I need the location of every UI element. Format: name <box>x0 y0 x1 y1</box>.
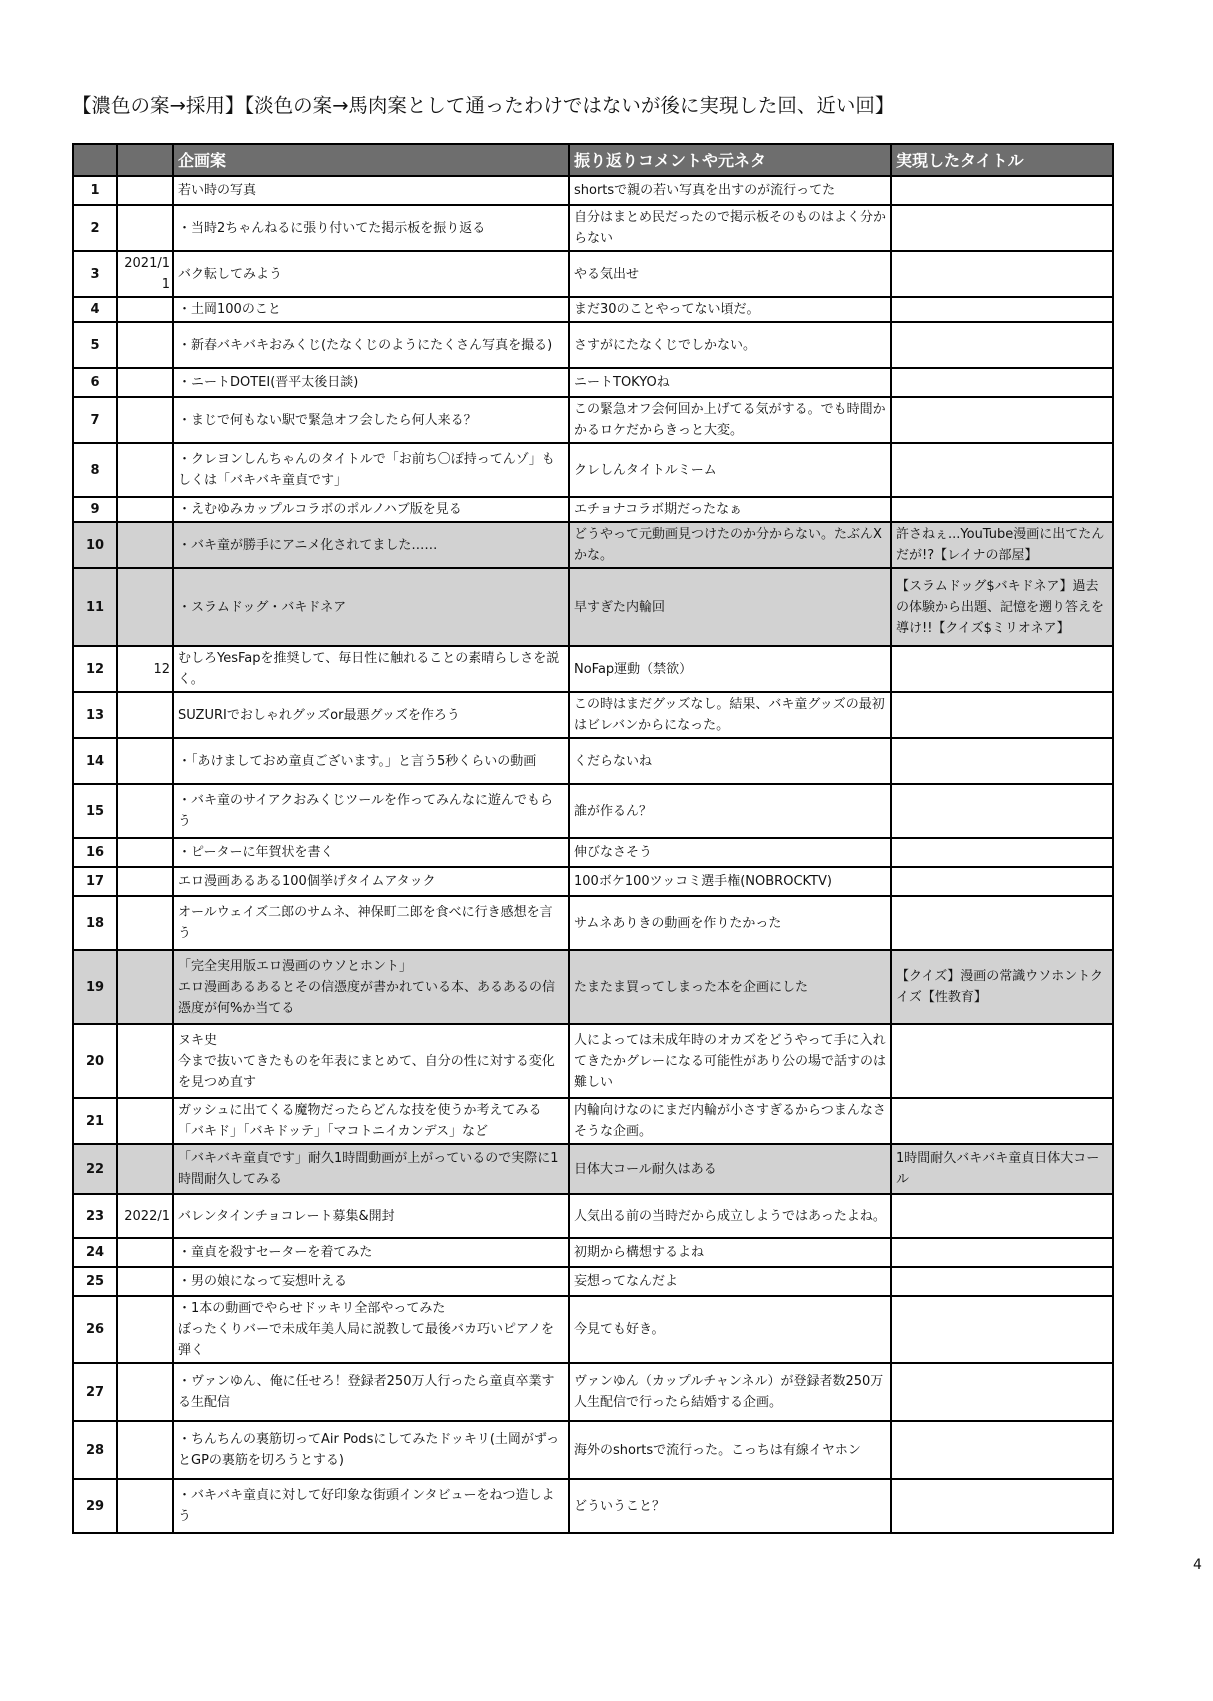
row-number: 14 <box>73 738 117 784</box>
row-number: 18 <box>73 896 117 950</box>
row-comment: shortsで親の若い写真を出すのが流行ってた <box>569 176 891 205</box>
table-row <box>73 368 1113 397</box>
row-idea: ・ニートDOTEI(晋平太後日談) <box>173 368 569 397</box>
table-row <box>73 896 1113 950</box>
row-comment: 100ボケ100ツッコミ選手権(NOBROCKTV) <box>569 867 891 896</box>
row-idea: 若い時の写真 <box>173 176 569 205</box>
row-comment: 人気出る前の当時だから成立しようではあったよね。 <box>569 1194 891 1238</box>
row-title <box>891 1296 1113 1363</box>
row-number: 9 <box>73 497 117 522</box>
row-title <box>891 838 1113 867</box>
row-idea: ・クレヨンしんちゃんのタイトルで「お前ち〇ぽ持ってんゾ」もしくは「バキバキ童貞です」 <box>173 443 569 497</box>
row-date <box>117 838 173 867</box>
row-number: 5 <box>73 322 117 368</box>
table-row <box>73 646 1113 692</box>
row-title <box>891 867 1113 896</box>
row-date <box>117 368 173 397</box>
row-idea: バレンタインチョコレート募集&開封 <box>173 1194 569 1238</box>
table-row <box>73 1024 1113 1098</box>
row-number: 2 <box>73 205 117 251</box>
row-comment: この緊急オフ会何回か上げてる気がする。でも時間かかるロケだからきっと大変。 <box>569 397 891 443</box>
row-date <box>117 950 173 1024</box>
row-date <box>117 1098 173 1144</box>
row-title <box>891 1098 1113 1144</box>
row-date <box>117 397 173 443</box>
row-number: 16 <box>73 838 117 867</box>
row-comment: 内輪向けなのにまだ内輪が小さすぎるからつまんなさそうな企画。 <box>569 1098 891 1144</box>
row-comment: ニートTOKYOね <box>569 368 891 397</box>
row-number: 24 <box>73 1238 117 1267</box>
row-number: 22 <box>73 1144 117 1194</box>
row-idea: ・童貞を殺すセーターを着てみた <box>173 1238 569 1267</box>
row-idea: SUZURIでおしゃれグッズor最悪グッズを作ろう <box>173 692 569 738</box>
row-comment: 伸びなさそう <box>569 838 891 867</box>
table-row <box>73 497 1113 522</box>
row-date <box>117 1363 173 1421</box>
table-row <box>73 1144 1113 1194</box>
row-idea: むしろYesFapを推奨して、毎日性に触れることの素晴らしさを説く。 <box>173 646 569 692</box>
row-title: 【クイズ】漫画の常識ウソホントクイズ【性教育】 <box>891 950 1113 1024</box>
row-date <box>117 297 173 322</box>
row-comment: さすがにたなくじでしかない。 <box>569 322 891 368</box>
row-date <box>117 1267 173 1296</box>
row-title <box>891 784 1113 838</box>
table-header-row <box>73 144 1113 176</box>
row-date <box>117 568 173 646</box>
row-title <box>891 1194 1113 1238</box>
row-title <box>891 1024 1113 1098</box>
row-date <box>117 443 173 497</box>
row-number: 3 <box>73 251 117 297</box>
row-title <box>891 322 1113 368</box>
row-comment: やる気出せ <box>569 251 891 297</box>
table-row <box>73 867 1113 896</box>
row-number: 28 <box>73 1421 117 1479</box>
row-title <box>891 1421 1113 1479</box>
table-row <box>73 1194 1113 1238</box>
row-title <box>891 1479 1113 1533</box>
row-title <box>891 176 1113 205</box>
row-date <box>117 784 173 838</box>
row-comment: この時はまだグッズなし。結果、バキ童グッズの最初はビレバンからになった。 <box>569 692 891 738</box>
row-number: 12 <box>73 646 117 692</box>
row-title <box>891 368 1113 397</box>
table-row <box>73 568 1113 646</box>
page-number: 4 <box>1193 1557 1202 1573</box>
plan-table <box>72 143 1114 1534</box>
row-date: 12 <box>117 646 173 692</box>
row-number: 1 <box>73 176 117 205</box>
table-row <box>73 1421 1113 1479</box>
row-date: 2022/1 <box>117 1194 173 1238</box>
header-no <box>73 144 117 176</box>
row-date <box>117 738 173 784</box>
row-idea: ・バキバキ童貞に対して好印象な街頭インタビューをねつ造しよう <box>173 1479 569 1533</box>
row-idea: ・バキ童が勝手にアニメ化されてました…… <box>173 522 569 568</box>
row-comment: 妄想ってなんだよ <box>569 1267 891 1296</box>
row-number: 6 <box>73 368 117 397</box>
row-comment: 初期から構想するよね <box>569 1238 891 1267</box>
row-comment: たまたま買ってしまった本を企画にした <box>569 950 891 1024</box>
row-idea: ガッシュに出てくる魔物だったらどんな技を使うか考えてみる「バキド」「バキドッテ」「マコトニイカンデス」など <box>173 1098 569 1144</box>
row-comment: エチョナコラボ期だったなぁ <box>569 497 891 522</box>
table-row <box>73 522 1113 568</box>
row-date <box>117 497 173 522</box>
row-date <box>117 322 173 368</box>
row-number: 7 <box>73 397 117 443</box>
row-idea: エロ漫画あるある100個挙げタイムアタック <box>173 867 569 896</box>
row-comment: NoFap運動（禁欲） <box>569 646 891 692</box>
row-idea: ・当時2ちゃんねるに張り付いてた掲示板を振り返る <box>173 205 569 251</box>
row-date <box>117 867 173 896</box>
row-idea: ・スラムドッグ・バキドネア <box>173 568 569 646</box>
row-idea: ・ちんちんの裏筋切ってAir Podsにしてみたドッキリ(土岡がずっとGPの裏筋を切ろうとする) <box>173 1421 569 1479</box>
header-date <box>117 144 173 176</box>
row-title: 【スラムドッグ$バキドネア】過去の体験から出題、記憶を遡り答えを導け!!【クイズ$ミリオネア】 <box>891 568 1113 646</box>
table-body <box>73 176 1113 1533</box>
row-number: 13 <box>73 692 117 738</box>
row-title <box>891 251 1113 297</box>
row-comment: 誰が作るん？ <box>569 784 891 838</box>
row-number: 25 <box>73 1267 117 1296</box>
row-title <box>891 397 1113 443</box>
row-comment: ヴァンゆん（カップルチャンネル）が登録者数250万人生配信で行ったら結婚する企画。 <box>569 1363 891 1421</box>
row-date <box>117 176 173 205</box>
row-comment: どうやって元動画見つけたのか分からない。たぶんXかな。 <box>569 522 891 568</box>
row-number: 21 <box>73 1098 117 1144</box>
row-title <box>891 1238 1113 1267</box>
row-number: 11 <box>73 568 117 646</box>
row-title <box>891 692 1113 738</box>
row-date <box>117 896 173 950</box>
row-title: 1時間耐久バキバキ童貞日体大コール <box>891 1144 1113 1194</box>
row-comment: 海外のshortsで流行った。こっちは有線イヤホン <box>569 1421 891 1479</box>
table-row <box>73 738 1113 784</box>
row-date <box>117 692 173 738</box>
row-idea: ・ピーターに年賀状を書く <box>173 838 569 867</box>
row-idea: ・男の娘になって妄想叶える <box>173 1267 569 1296</box>
row-idea: ・「あけましておめ童貞ございます。」と言う5秒くらいの動画 <box>173 738 569 784</box>
row-title <box>891 738 1113 784</box>
row-title <box>891 205 1113 251</box>
row-date <box>117 205 173 251</box>
row-idea: 「完全実用版エロ漫画のウソとホント」 エロ漫画あるあるとその信憑度が書かれている本、あるあるの信憑度が何%か当てる <box>173 950 569 1024</box>
row-title <box>891 1363 1113 1421</box>
row-comment: どういうこと？ <box>569 1479 891 1533</box>
table-row <box>73 322 1113 368</box>
table-row <box>73 397 1113 443</box>
row-number: 27 <box>73 1363 117 1421</box>
table-row <box>73 205 1113 251</box>
table-row <box>73 1098 1113 1144</box>
row-number: 4 <box>73 297 117 322</box>
row-date <box>117 1479 173 1533</box>
row-comment: クレしんタイトルミーム <box>569 443 891 497</box>
row-idea: バク転してみよう <box>173 251 569 297</box>
header-idea: 企画案 <box>173 144 569 176</box>
row-idea: ・土岡100のこと <box>173 297 569 322</box>
table-row <box>73 1363 1113 1421</box>
table-row <box>73 838 1113 867</box>
row-date <box>117 1421 173 1479</box>
header-comment: 振り返りコメントや元ネタ <box>569 144 891 176</box>
row-comment: 早すぎた内輪回 <box>569 568 891 646</box>
row-idea: 「バキバキ童貞です」耐久1時間動画が上がっているので実際に1時間耐久してみる <box>173 1144 569 1194</box>
table-row <box>73 1296 1113 1363</box>
row-comment: くだらないね <box>569 738 891 784</box>
row-date <box>117 522 173 568</box>
row-comment: 人によっては未成年時のオカズをどうやって手に入れてきたかグレーになる可能性があり公の場で話すのは難しい <box>569 1024 891 1098</box>
table-row <box>73 784 1113 838</box>
row-idea: ・まじで何もない駅で緊急オフ会したら何人来る？ <box>173 397 569 443</box>
row-date <box>117 1024 173 1098</box>
row-number: 8 <box>73 443 117 497</box>
table-row <box>73 251 1113 297</box>
row-idea: ヌキ史 今まで抜いてきたものを年表にまとめて、自分の性に対する変化を見つめ直す <box>173 1024 569 1098</box>
row-title <box>891 646 1113 692</box>
row-number: 10 <box>73 522 117 568</box>
table-row <box>73 1267 1113 1296</box>
row-idea: ・新春バキバキおみくじ(たなくじのようにたくさん写真を撮る) <box>173 322 569 368</box>
header-title: 実現したタイトル <box>891 144 1113 176</box>
row-idea: オールウェイズ二郎のサムネ、神保町二郎を食べに行き感想を言う <box>173 896 569 950</box>
row-title <box>891 443 1113 497</box>
row-number: 29 <box>73 1479 117 1533</box>
row-title <box>891 497 1113 522</box>
table-row <box>73 950 1113 1024</box>
row-comment: 今見ても好き。 <box>569 1296 891 1363</box>
row-date <box>117 1238 173 1267</box>
row-idea: ・バキ童のサイアクおみくじツールを作ってみんなに遊んでもらう <box>173 784 569 838</box>
row-idea: ・ヴァンゆん、俺に任せろ！登録者250万人行ったら童貞卒業する生配信 <box>173 1363 569 1421</box>
row-comment: まだ30のことやってない頃だ。 <box>569 297 891 322</box>
row-title: 許さねぇ...YouTube漫画に出てたんだが!?【レイナの部屋】 <box>891 522 1113 568</box>
row-comment: サムネありきの動画を作りたかった <box>569 896 891 950</box>
table-row <box>73 443 1113 497</box>
row-number: 19 <box>73 950 117 1024</box>
table-row <box>73 1479 1113 1533</box>
row-number: 17 <box>73 867 117 896</box>
row-title <box>891 1267 1113 1296</box>
row-date: 2021/11 <box>117 251 173 297</box>
row-date <box>117 1296 173 1363</box>
row-idea: ・1本の動画でやらせドッキリ全部やってみた ぼったくりバーで未成年美人局に説教して最後バカ巧いピアノを弾く <box>173 1296 569 1363</box>
table-row <box>73 692 1113 738</box>
table-row <box>73 297 1113 322</box>
row-number: 23 <box>73 1194 117 1238</box>
row-title <box>891 896 1113 950</box>
row-number: 15 <box>73 784 117 838</box>
row-number: 26 <box>73 1296 117 1363</box>
page-heading: 【濃色の案→採用】【淡色の案→馬肉案として通ったわけではないが後に実現した回、近い回】 <box>72 94 895 117</box>
row-comment: 自分はまとめ民だったので掲示板そのものはよく分からない <box>569 205 891 251</box>
table-row <box>73 1238 1113 1267</box>
table-row <box>73 176 1113 205</box>
row-date <box>117 1144 173 1194</box>
row-title <box>891 297 1113 322</box>
row-number: 20 <box>73 1024 117 1098</box>
row-comment: 日体大コール耐久はある <box>569 1144 891 1194</box>
row-idea: ・えむゆみカップルコラボのポルノハブ版を見る <box>173 497 569 522</box>
